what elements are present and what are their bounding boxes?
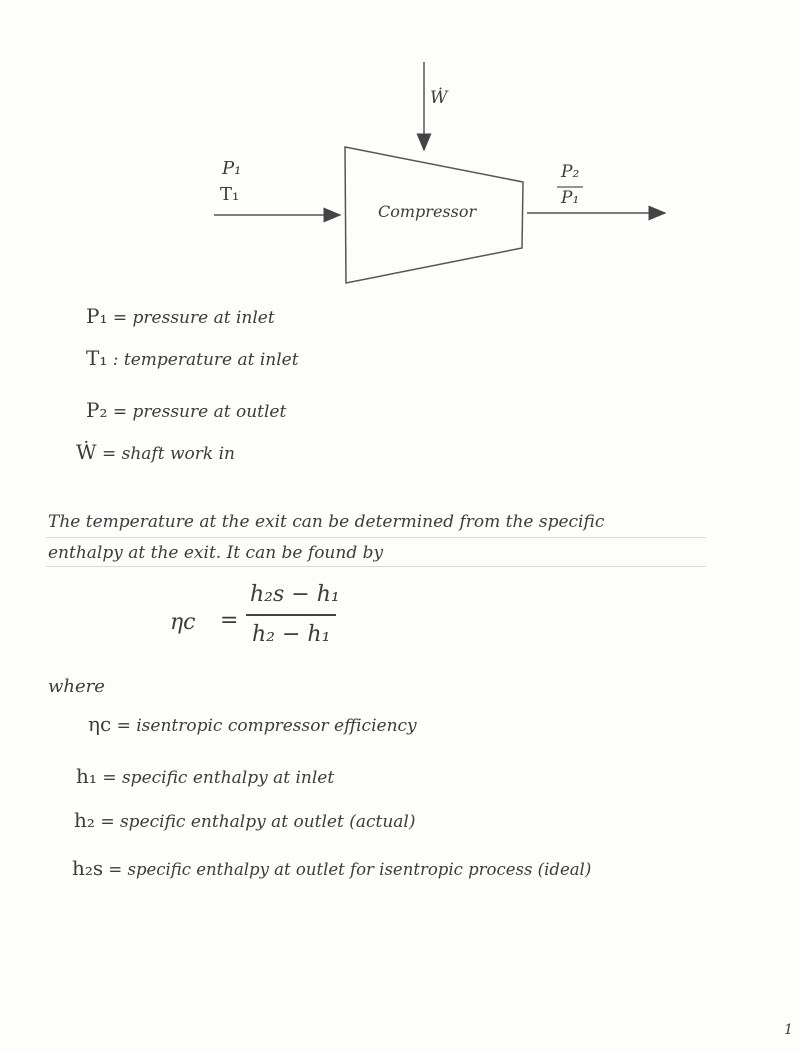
definition-symbol: P₂ bbox=[86, 398, 108, 422]
work-label: Ẇ bbox=[430, 88, 448, 108]
where-text: = specific enthalpy at outlet for isentropic process (ideal) bbox=[108, 860, 592, 879]
equation-lhs: ηc bbox=[170, 610, 196, 635]
where-text: = specific enthalpy at outlet (actual) bbox=[100, 812, 416, 832]
where-text: = specific enthalpy at inlet bbox=[102, 768, 335, 788]
compressor-diagram bbox=[0, 0, 800, 320]
definition-symbol: P₁ bbox=[86, 304, 108, 328]
definition-item bbox=[76, 440, 235, 464]
equation-equals: = bbox=[220, 608, 239, 633]
definition-item bbox=[86, 346, 299, 370]
definition-text: = pressure at inlet bbox=[112, 308, 275, 328]
ruled-line bbox=[46, 566, 706, 567]
equation-denominator: h₂ − h₁ bbox=[252, 622, 331, 647]
definition-text: = pressure at outlet bbox=[112, 402, 287, 422]
definition-item bbox=[86, 398, 286, 422]
definition-symbol: Ẇ bbox=[76, 440, 97, 464]
outlet-second-label: P₁ bbox=[561, 188, 580, 208]
where-symbol: ηc bbox=[88, 712, 112, 736]
inlet-temperature-label: T₁ bbox=[220, 184, 240, 205]
compressor-label: Compressor bbox=[378, 202, 477, 221]
equation-numerator: h₂s − h₁ bbox=[250, 582, 340, 607]
where-label: where bbox=[48, 676, 105, 697]
where-item bbox=[72, 856, 591, 880]
where-text: = isentropic compressor efficiency bbox=[116, 716, 417, 736]
definition-symbol: T₁ bbox=[86, 346, 108, 370]
where-symbol: h₂s bbox=[72, 856, 104, 880]
page-number: 1 bbox=[784, 1022, 793, 1038]
paragraph-line-2: enthalpy at the exit. It can be found by bbox=[48, 543, 384, 563]
where-item bbox=[76, 764, 334, 788]
inlet-pressure-label: P₁ bbox=[222, 158, 242, 179]
where-symbol: h₂ bbox=[74, 808, 95, 832]
definition-text: = shaft work in bbox=[101, 444, 235, 464]
where-symbol: h₁ bbox=[76, 764, 97, 788]
paragraph-line-1: The temperature at the exit can be determined from the specific bbox=[48, 512, 605, 532]
outlet-pressure-label: P₂ bbox=[561, 162, 580, 182]
where-item bbox=[74, 808, 416, 832]
definition-text: : temperature at inlet bbox=[112, 350, 299, 370]
where-item bbox=[88, 712, 417, 736]
definition-item bbox=[86, 304, 275, 328]
fraction-bar bbox=[246, 614, 336, 616]
ruled-line bbox=[46, 537, 706, 538]
